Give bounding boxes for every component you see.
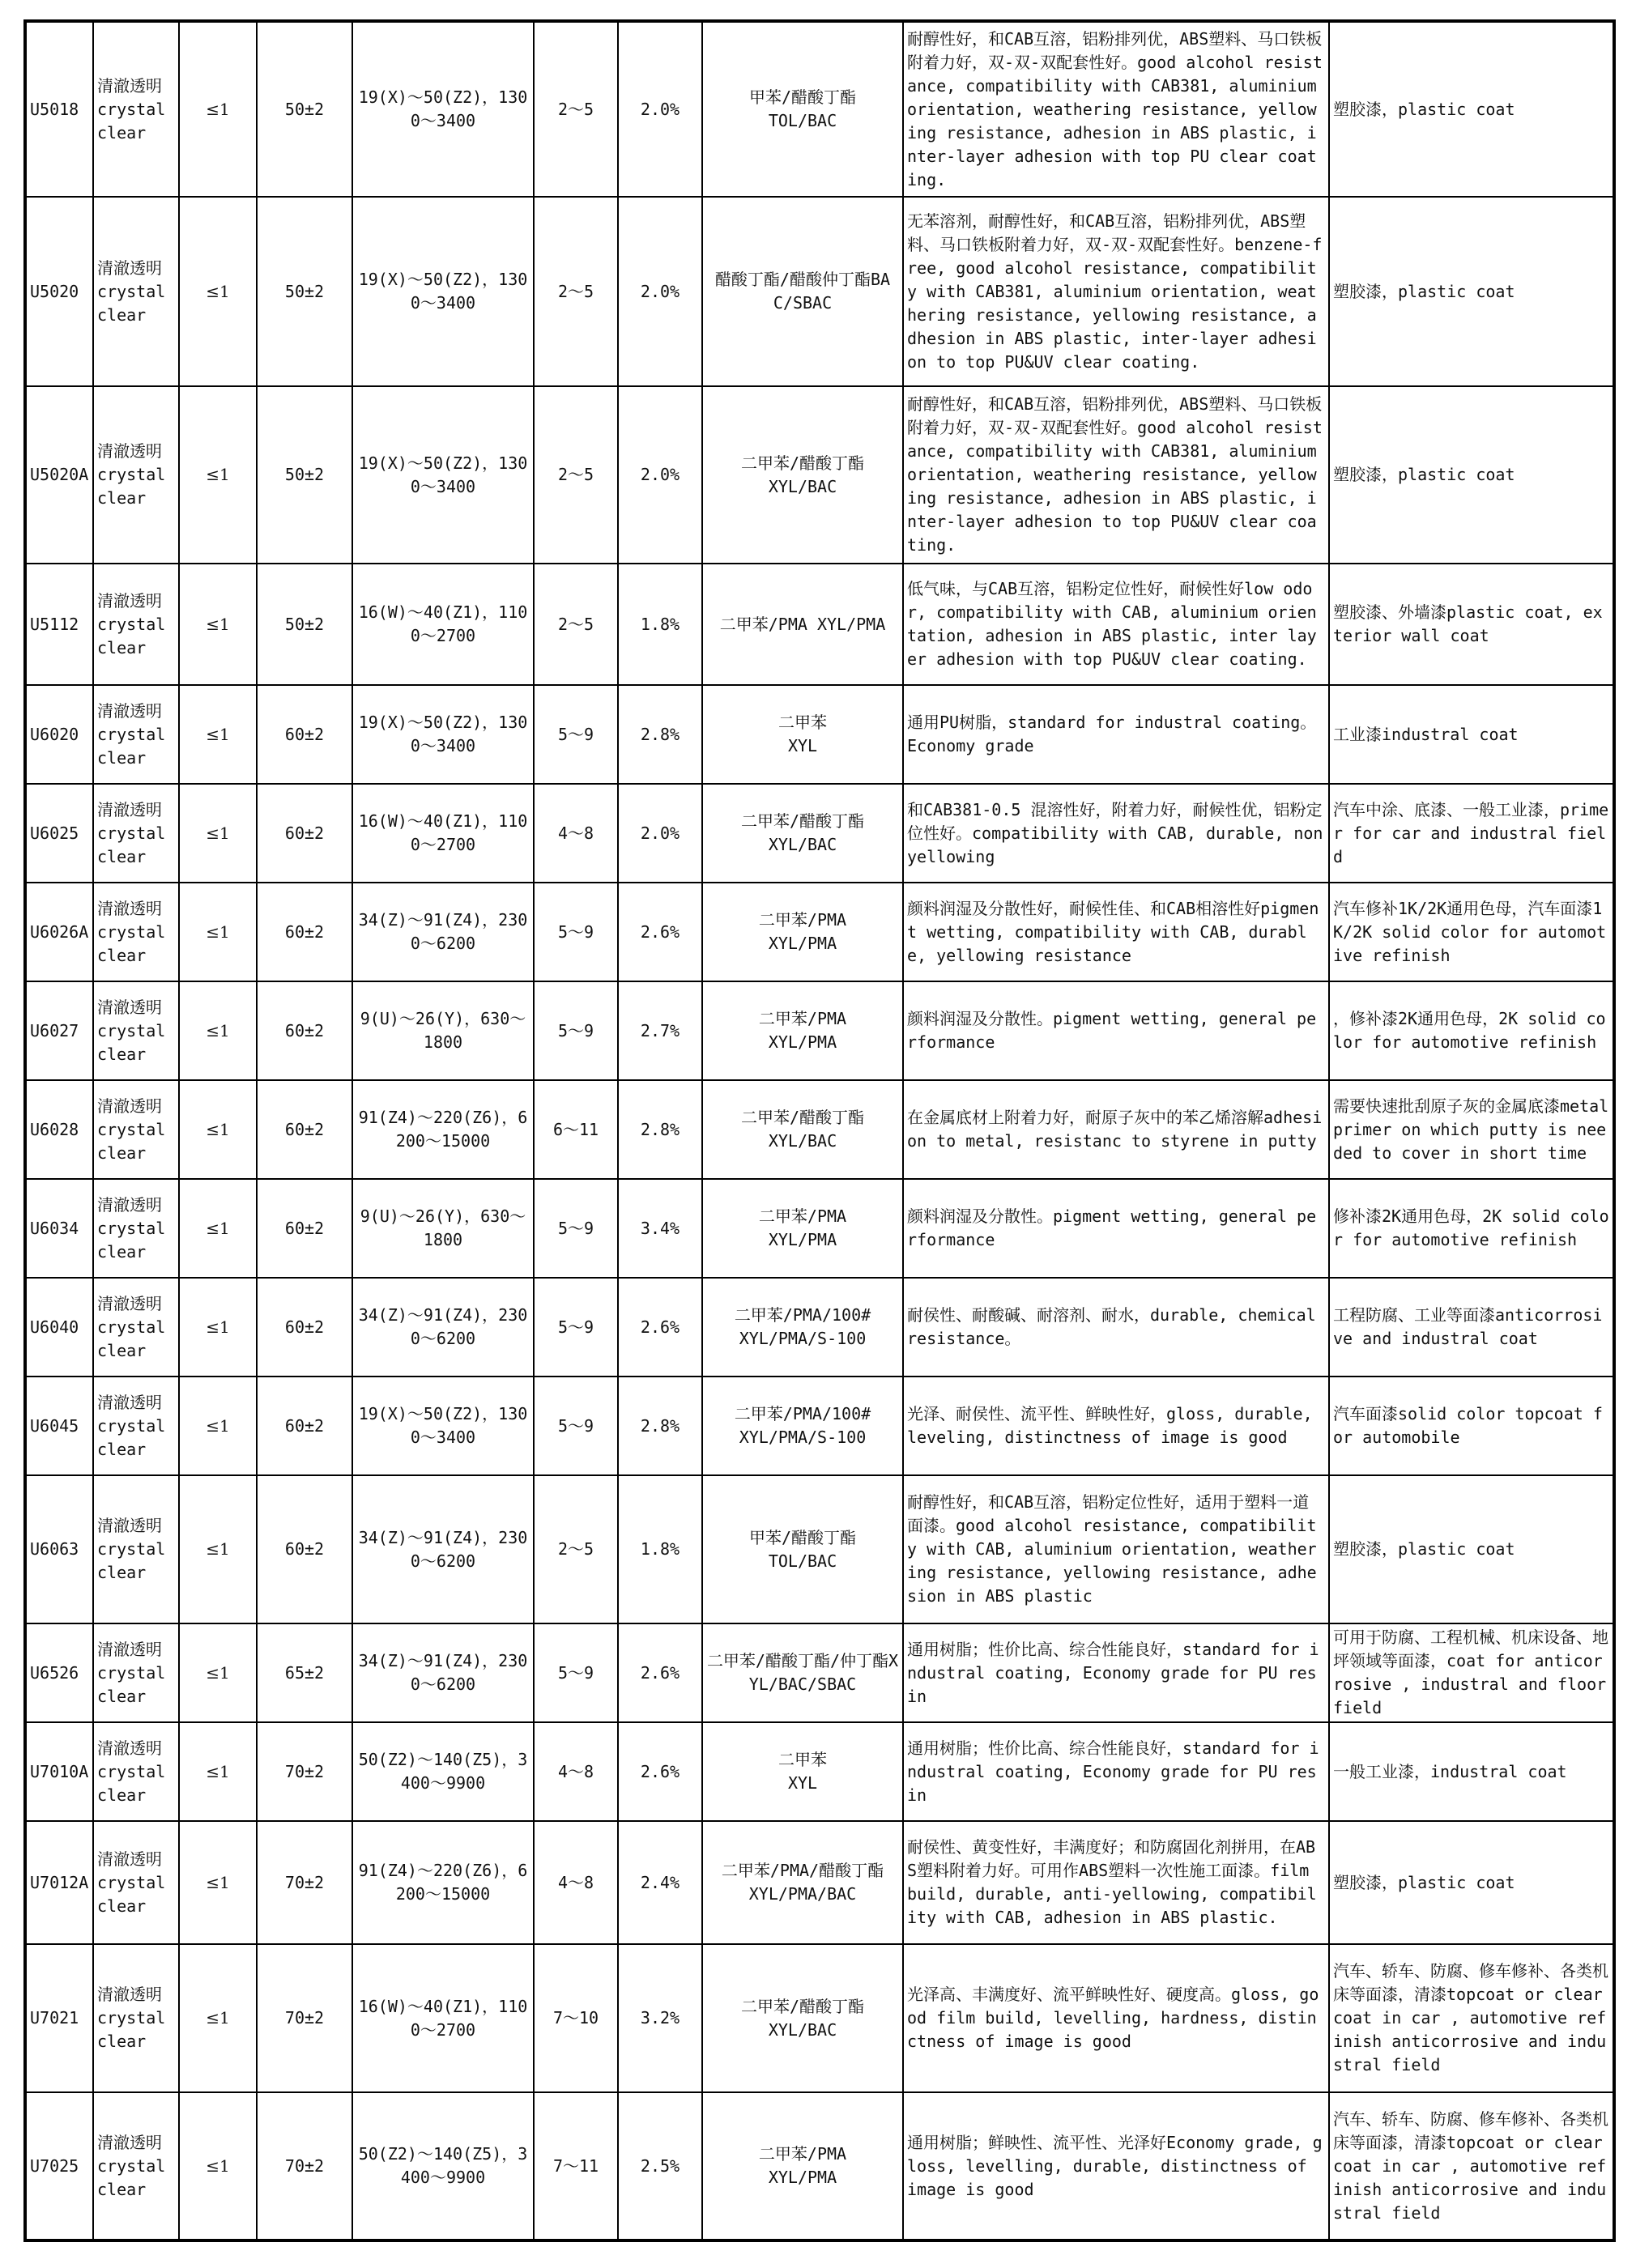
- hydroxyl-cell: 2.6%: [618, 1722, 702, 1821]
- acid-value-cell: 5～9: [534, 685, 618, 784]
- product-code-cell: U5018: [25, 21, 93, 197]
- appearance-line: clear: [97, 1143, 147, 1163]
- viscosity-cell: 19(X)～50(Z2)，1300～3400: [352, 1377, 534, 1475]
- appearance-line: clear: [97, 2032, 147, 2051]
- viscosity-cell: 34(Z)～91(Z4)，2300～6200: [352, 1475, 534, 1623]
- solvent-cell: [702, 784, 903, 883]
- solid-content-cell: 50±2: [257, 564, 352, 685]
- application-cell: 工业漆industral coat: [1329, 685, 1614, 784]
- table-row: [25, 1821, 1614, 1944]
- appearance-line: clear: [97, 488, 147, 508]
- appearance-line: crystal: [97, 921, 166, 942]
- solvent-line: 二甲苯/PMA: [758, 2144, 847, 2164]
- solvent-cell: [702, 981, 903, 1080]
- application-cell: 汽车、轿车、防腐、修车修补、各类机床等面漆，清漆topcoat or clearcoat in car , automotive refinish anticorrosive and industral field: [1329, 1944, 1614, 2092]
- solvent-cell: [702, 1944, 903, 2092]
- solid-content-cell: 60±2: [257, 1475, 352, 1623]
- solvent-line: XYL/BAC: [768, 835, 837, 854]
- appearance-line: clear: [97, 2179, 147, 2199]
- appearance-line: crystal: [97, 1415, 166, 1436]
- appearance-line: 清澈透明: [97, 1293, 162, 1313]
- appearance-cell: [93, 1944, 179, 2092]
- solvent-line: TOL/BAC: [768, 1551, 837, 1571]
- color-cell: ≤1: [179, 1623, 257, 1722]
- table-row: [25, 21, 1614, 197]
- appearance-cell: [93, 981, 179, 1080]
- viscosity-cell: 9(U)～26(Y)，630～1800: [352, 1179, 534, 1278]
- product-code-cell: U6025: [25, 784, 93, 883]
- solid-content-cell: 60±2: [257, 685, 352, 784]
- application-cell: 塑胶漆、外墙漆plastic coat, exterior wall coat: [1329, 564, 1614, 685]
- appearance-line: clear: [97, 637, 147, 657]
- properties-cell: 颜料润湿及分散性。pigment wetting, general performance: [903, 1179, 1329, 1278]
- appearance-line: clear: [97, 1896, 147, 1916]
- properties-cell: 颜料润湿及分散性。pigment wetting, general performance: [903, 981, 1329, 1080]
- application-cell: 塑胶漆，plastic coat: [1329, 21, 1614, 197]
- solvent-line: 二甲苯/醋酸丁酯: [740, 453, 865, 473]
- solvent-cell: [702, 1179, 903, 1278]
- solvent-line: XYL/BAC: [768, 476, 837, 496]
- solvent-line: XYL/PMA: [768, 1032, 837, 1052]
- application-cell: 汽车面漆solid color topcoat for automobile: [1329, 1377, 1614, 1475]
- hydroxyl-cell: 2.5%: [618, 2092, 702, 2240]
- solvent-cell: [702, 1821, 903, 1944]
- properties-cell: 无苯溶剂，耐醇性好，和CAB互溶，铝粉排列优，ABS塑料、马口铁板附着力好，双-双-双配套性好。benzene-free, good alcohol resistance, compatibility with CAB381, aluminium orientation, weathering resistance, yellowing resistance, adhesion in ABS plastic, inter-layer adhesion to top PU&UV clear coating.: [903, 197, 1329, 386]
- solvent-line: 二甲苯: [778, 1750, 827, 1769]
- solvent-line: XYL/BAC: [768, 2019, 837, 2040]
- application-cell: 汽车、轿车、防腐、修车修补、各类机床等面漆，清漆topcoat or clearcoat in car , automotive refinish anticorrosive and industral field: [1329, 2092, 1614, 2240]
- solid-content-cell: 70±2: [257, 1821, 352, 1944]
- solid-content-cell: 60±2: [257, 1080, 352, 1179]
- table-row: [25, 1278, 1614, 1377]
- color-cell: ≤1: [179, 386, 257, 564]
- solvent-line: XYL: [787, 736, 818, 755]
- properties-cell: 光泽、耐侯性、流平性、鲜映性好，gloss, durable, leveling, distinctness of image is good: [903, 1377, 1329, 1475]
- application-cell: 塑胶漆，plastic coat: [1329, 386, 1614, 564]
- solvent-cell: [702, 564, 903, 685]
- solvent-cell: [702, 1278, 903, 1377]
- color-cell: ≤1: [179, 981, 257, 1080]
- viscosity-cell: 9(U)～26(Y)，630～1800: [352, 981, 534, 1080]
- appearance-cell: [93, 1722, 179, 1821]
- appearance-cell: [93, 21, 179, 197]
- product-code-cell: U7010A: [25, 1722, 93, 1821]
- properties-cell: 耐侯性、耐酸碱、耐溶剂、耐水，durable, chemical resistance。: [903, 1278, 1329, 1377]
- table-row: [25, 564, 1614, 685]
- appearance-line: 清澈透明: [97, 441, 162, 461]
- color-cell: ≤1: [179, 21, 257, 197]
- product-code-cell: U6028: [25, 1080, 93, 1179]
- solvent-line: 二甲苯/醋酸丁酯: [740, 1108, 865, 1127]
- solvent-line: 二甲苯/醋酸丁酯: [740, 811, 865, 831]
- acid-value-cell: 4～8: [534, 1821, 618, 1944]
- properties-cell: 颜料润湿及分散性好，耐候性佳、和CAB相溶性好pigment wetting, compatibility with CAB, durable, yellowing resistance: [903, 883, 1329, 981]
- acid-value-cell: 4～8: [534, 784, 618, 883]
- viscosity-cell: 50(Z2)～140(Z5)，3400～9900: [352, 1722, 534, 1821]
- properties-cell: 耐醇性好，和CAB互溶，铝粉排列优，ABS塑料、马口铁板附着力好，双-双-双配套性好。good alcohol resistance, compatibility with CAB381, aluminium orientation, weathering resistance, yellowing resistance, adhesion in ABS plastic, inter-layer adhesion to top PU&UV clear coating.: [903, 386, 1329, 564]
- acid-value-cell: 2～5: [534, 386, 618, 564]
- product-code-cell: U5020: [25, 197, 93, 386]
- appearance-cell: [93, 1278, 179, 1377]
- product-code-cell: U6020: [25, 685, 93, 784]
- product-code-cell: U6026A: [25, 883, 93, 981]
- solvent-cell: [702, 685, 903, 784]
- appearance-line: clear: [97, 1563, 147, 1582]
- solvent-line: XYL/PMA/BAC: [748, 1884, 857, 1904]
- color-cell: ≤1: [179, 1944, 257, 2092]
- product-code-cell: U6063: [25, 1475, 93, 1623]
- appearance-line: clear: [97, 945, 147, 965]
- properties-cell: 通用树脂；性价比高、综合性能良好，standard for industral coating, Economy grade for PU resin: [903, 1722, 1329, 1821]
- color-cell: ≤1: [179, 564, 257, 685]
- solvent-line: 甲苯/醋酸丁酯: [748, 1527, 857, 1547]
- product-code-cell: U7012A: [25, 1821, 93, 1944]
- hydroxyl-cell: 3.2%: [618, 1944, 702, 2092]
- table-row: [25, 197, 1614, 386]
- application-cell: 塑胶漆，plastic coat: [1329, 197, 1614, 386]
- application-cell: 汽车修补1K/2K通用色母，汽车面漆1K/2K solid color for automotive refinish: [1329, 883, 1614, 981]
- appearance-line: crystal: [97, 1119, 166, 1139]
- solvent-line: 二甲苯/醋酸丁酯: [740, 1996, 865, 2016]
- table-row: [25, 1623, 1614, 1722]
- appearance-line: clear: [97, 1340, 147, 1360]
- solvent-line: 二甲苯/PMA: [758, 1206, 847, 1226]
- color-cell: ≤1: [179, 1080, 257, 1179]
- solvent-line: 二甲苯/PMA: [758, 1009, 847, 1028]
- appearance-line: 清澈透明: [97, 997, 162, 1017]
- appearance-line: clear: [97, 1686, 147, 1706]
- appearance-line: crystal: [97, 1662, 166, 1683]
- acid-value-cell: 4～8: [534, 1722, 618, 1821]
- solvent-cell: [702, 1722, 903, 1821]
- hydroxyl-cell: 2.6%: [618, 1623, 702, 1722]
- hydroxyl-cell: 2.8%: [618, 685, 702, 784]
- product-code-cell: U7025: [25, 2092, 93, 2240]
- hydroxyl-cell: 2.6%: [618, 883, 702, 981]
- viscosity-cell: 91(Z4)～220(Z6)，6200～15000: [352, 1080, 534, 1179]
- product-code-cell: U5020A: [25, 386, 93, 564]
- appearance-cell: [93, 2092, 179, 2240]
- appearance-line: crystal: [97, 1020, 166, 1040]
- appearance-line: crystal: [97, 724, 166, 744]
- solvent-line: 醋酸丁酯/醋酸仲丁酯BAC/SBAC: [714, 270, 891, 313]
- solvent-line: 二甲苯/PMA XYL/PMA: [719, 614, 886, 634]
- solvent-cell: [702, 1475, 903, 1623]
- solvent-line: 二甲苯/PMA: [758, 910, 847, 930]
- solid-content-cell: 70±2: [257, 2092, 352, 2240]
- solvent-line: XYL/PMA: [768, 934, 837, 953]
- acid-value-cell: 5～9: [534, 981, 618, 1080]
- table-row: [25, 2092, 1614, 2240]
- product-code-cell: U6040: [25, 1278, 93, 1377]
- hydroxyl-cell: 1.8%: [618, 1475, 702, 1623]
- appearance-line: crystal: [97, 1317, 166, 1337]
- acid-value-cell: 5～9: [534, 883, 618, 981]
- hydroxyl-cell: 2.0%: [618, 21, 702, 197]
- color-cell: ≤1: [179, 883, 257, 981]
- acid-value-cell: 2～5: [534, 564, 618, 685]
- table-row: [25, 685, 1614, 784]
- appearance-line: 清澈透明: [97, 2132, 162, 2152]
- properties-cell: 通用树脂；性价比高、综合性能良好，standard for industral coating, Economy grade for PU resin: [903, 1623, 1329, 1722]
- appearance-cell: [93, 1179, 179, 1278]
- solvent-line: 二甲苯: [778, 713, 827, 732]
- hydroxyl-cell: 2.0%: [618, 386, 702, 564]
- properties-cell: 低气味，与CAB互溶，铝粉定位性好，耐候性好low odor, compatibility with CAB, aluminium orientation, adhesion in ABS plastic, inter layer adhesion with top PU&UV clear coating.: [903, 564, 1329, 685]
- application-cell: 需要快速批刮原子灰的金属底漆metal primer on which putty is needed to cover in short time: [1329, 1080, 1614, 1179]
- appearance-line: 清澈透明: [97, 1392, 162, 1412]
- hydroxyl-cell: 2.4%: [618, 1821, 702, 1944]
- appearance-line: 清澈透明: [97, 1194, 162, 1215]
- appearance-cell: [93, 784, 179, 883]
- appearance-line: 清澈透明: [97, 799, 162, 819]
- color-cell: ≤1: [179, 685, 257, 784]
- appearance-line: clear: [97, 122, 147, 143]
- appearance-line: 清澈透明: [97, 700, 162, 721]
- acid-value-cell: 2～5: [534, 197, 618, 386]
- solvent-line: 甲苯/醋酸丁酯: [748, 87, 857, 107]
- color-cell: ≤1: [179, 1475, 257, 1623]
- solvent-line: 二甲苯/醋酸丁酯/仲丁酯XYL/BAC/SBAC: [706, 1651, 899, 1694]
- acid-value-cell: 5～9: [534, 1278, 618, 1377]
- acid-value-cell: 2～5: [534, 21, 618, 197]
- table-row: [25, 981, 1614, 1080]
- solvent-cell: [702, 883, 903, 981]
- properties-cell: 通用树脂；鲜映性、流平性、光泽好Economy grade, gloss, levelling, durable, distinctness of image is good: [903, 2092, 1329, 2240]
- solid-content-cell: 60±2: [257, 883, 352, 981]
- resin-spec-table: [23, 19, 1616, 2242]
- appearance-cell: [93, 1475, 179, 1623]
- appearance-line: 清澈透明: [97, 1639, 162, 1659]
- color-cell: ≤1: [179, 197, 257, 386]
- hydroxyl-cell: 2.0%: [618, 784, 702, 883]
- product-code-cell: U6027: [25, 981, 93, 1080]
- table-row: [25, 1722, 1614, 1821]
- appearance-line: 清澈透明: [97, 75, 162, 96]
- application-cell: 塑胶漆，plastic coat: [1329, 1821, 1614, 1944]
- resin-spec-sheet: [23, 19, 1613, 2242]
- appearance-cell: [93, 1377, 179, 1475]
- hydroxyl-cell: 2.6%: [618, 1278, 702, 1377]
- viscosity-cell: 16(W)～40(Z1)，1100～2700: [352, 784, 534, 883]
- solvent-line: 二甲苯/PMA/100#: [734, 1305, 871, 1325]
- appearance-line: crystal: [97, 99, 166, 119]
- appearance-line: crystal: [97, 2155, 166, 2176]
- solvent-line: XYL/BAC: [768, 1131, 837, 1151]
- acid-value-cell: 2～5: [534, 1475, 618, 1623]
- appearance-line: clear: [97, 1785, 147, 1805]
- viscosity-cell: 34(Z)～91(Z4)，2300～6200: [352, 1623, 534, 1722]
- table-row: [25, 784, 1614, 883]
- table-row: [25, 1475, 1614, 1623]
- appearance-cell: [93, 1080, 179, 1179]
- properties-cell: 耐侯性、黄变性好，丰满度好；和防腐固化剂拼用，在ABS塑料附着力好。可用作ABS塑料一次性施工面漆。film build, durable, anti-yellowing, compatibility with CAB, adhesion in ABS plastic.: [903, 1821, 1329, 1944]
- solvent-line: XYL/PMA/S-100: [739, 1428, 867, 1447]
- solvent-cell: [702, 21, 903, 197]
- appearance-line: crystal: [97, 1539, 166, 1559]
- solvent-cell: [702, 197, 903, 386]
- acid-value-cell: 5～9: [534, 1179, 618, 1278]
- appearance-line: 清澈透明: [97, 1738, 162, 1758]
- appearance-line: clear: [97, 1241, 147, 1262]
- acid-value-cell: 7～11: [534, 2092, 618, 2240]
- table-body: [25, 21, 1614, 2240]
- viscosity-cell: 34(Z)～91(Z4)，2300～6200: [352, 1278, 534, 1377]
- solvent-cell: [702, 1623, 903, 1722]
- appearance-line: crystal: [97, 1761, 166, 1781]
- application-cell: 工程防腐、工业等面漆anticorrosive and industral coat: [1329, 1278, 1614, 1377]
- appearance-line: crystal: [97, 823, 166, 843]
- appearance-line: 清澈透明: [97, 1516, 162, 1535]
- table-row: [25, 1080, 1614, 1179]
- solvent-line: XYL/PMA/S-100: [739, 1329, 867, 1348]
- hydroxyl-cell: 2.7%: [618, 981, 702, 1080]
- acid-value-cell: 7～10: [534, 1944, 618, 2092]
- appearance-line: crystal: [97, 614, 166, 634]
- solvent-cell: [702, 1377, 903, 1475]
- table-row: [25, 1377, 1614, 1475]
- properties-cell: 耐醇性好，和CAB互溶，铝粉排列优，ABS塑料、马口铁板附着力好，双-双-双配套性好。good alcohol resistance, compatibility with CAB381, aluminium orientation, weathering resistance, yellowing resistance, adhesion in ABS plastic, inter-layer adhesion with top PU clear coating.: [903, 21, 1329, 197]
- viscosity-cell: 16(W)～40(Z1)，1100～2700: [352, 564, 534, 685]
- appearance-cell: [93, 564, 179, 685]
- color-cell: ≤1: [179, 1278, 257, 1377]
- acid-value-cell: 5～9: [534, 1377, 618, 1475]
- solid-content-cell: 60±2: [257, 1179, 352, 1278]
- hydroxyl-cell: 1.8%: [618, 564, 702, 685]
- solvent-line: XYL/PMA: [768, 1230, 837, 1249]
- viscosity-cell: 19(X)～50(Z2)，1300～3400: [352, 21, 534, 197]
- viscosity-cell: 16(W)～40(Z1)，1100～2700: [352, 1944, 534, 2092]
- solid-content-cell: 60±2: [257, 784, 352, 883]
- appearance-line: 清澈透明: [97, 1096, 162, 1116]
- acid-value-cell: 5～9: [534, 1623, 618, 1722]
- properties-cell: 通用PU树脂，standard for industral coating。Economy grade: [903, 685, 1329, 784]
- viscosity-cell: 19(X)～50(Z2)，1300～3400: [352, 685, 534, 784]
- appearance-line: crystal: [97, 1872, 166, 1892]
- appearance-line: clear: [97, 747, 147, 768]
- acid-value-cell: 6～11: [534, 1080, 618, 1179]
- solvent-line: 二甲苯/PMA/100#: [734, 1404, 871, 1423]
- application-cell: 修补漆2K通用色母，2K solid color for automotive refinish: [1329, 1179, 1614, 1278]
- hydroxyl-cell: 2.8%: [618, 1377, 702, 1475]
- table-row: [25, 1944, 1614, 2092]
- table-row: [25, 883, 1614, 981]
- solid-content-cell: 60±2: [257, 1377, 352, 1475]
- hydroxyl-cell: 2.0%: [618, 197, 702, 386]
- properties-cell: 在金属底材上附着力好，耐原子灰中的苯乙烯溶解adhesion to metal, resistanc to styrene in putty: [903, 1080, 1329, 1179]
- solid-content-cell: 50±2: [257, 21, 352, 197]
- appearance-line: clear: [97, 1439, 147, 1459]
- viscosity-cell: 91(Z4)～220(Z6)，6200～15000: [352, 1821, 534, 1944]
- application-cell: 可用于防腐、工程机械、机床设备、地坪领域等面漆，coat for anticorrosive , industral and floor field: [1329, 1623, 1614, 1722]
- application-cell: 汽车中涂、底漆、一般工业漆，primer for car and industral field: [1329, 784, 1614, 883]
- appearance-cell: [93, 197, 179, 386]
- solid-content-cell: 50±2: [257, 386, 352, 564]
- appearance-line: clear: [97, 304, 147, 325]
- appearance-line: crystal: [97, 1218, 166, 1238]
- solvent-cell: [702, 2092, 903, 2240]
- appearance-line: crystal: [97, 2008, 166, 2028]
- properties-cell: 光泽高、丰满度好、流平鲜映性好、硬度高。gloss, good film build, levelling, hardness, distinctness of image is good: [903, 1944, 1329, 2092]
- product-code-cell: U6045: [25, 1377, 93, 1475]
- appearance-line: 清澈透明: [97, 257, 162, 278]
- solvent-line: 二甲苯/PMA/醋酸丁酯: [721, 1861, 884, 1880]
- appearance-line: 清澈透明: [97, 898, 162, 918]
- solid-content-cell: 65±2: [257, 1623, 352, 1722]
- appearance-cell: [93, 386, 179, 564]
- solvent-cell: [702, 386, 903, 564]
- solid-content-cell: 60±2: [257, 1278, 352, 1377]
- properties-cell: 和CAB381-0.5 混溶性好，附着力好，耐候性优，铝粉定位性好。compatibility with CAB, durable, non yellowing: [903, 784, 1329, 883]
- solvent-cell: [702, 1080, 903, 1179]
- solvent-line: XYL/PMA: [768, 2168, 837, 2187]
- appearance-cell: [93, 883, 179, 981]
- viscosity-cell: 34(Z)～91(Z4)，2300～6200: [352, 883, 534, 981]
- appearance-line: crystal: [97, 465, 166, 484]
- appearance-line: crystal: [97, 281, 166, 301]
- color-cell: ≤1: [179, 784, 257, 883]
- color-cell: ≤1: [179, 1179, 257, 1278]
- color-cell: ≤1: [179, 1722, 257, 1821]
- solid-content-cell: 70±2: [257, 1944, 352, 2092]
- viscosity-cell: 19(X)～50(Z2)，1300～3400: [352, 386, 534, 564]
- viscosity-cell: 50(Z2)～140(Z5)，3400～9900: [352, 2092, 534, 2240]
- application-cell: 一般工业漆，industral coat: [1329, 1722, 1614, 1821]
- solvent-line: XYL: [787, 1773, 818, 1793]
- hydroxyl-cell: 3.4%: [618, 1179, 702, 1278]
- hydroxyl-cell: 2.8%: [618, 1080, 702, 1179]
- viscosity-cell: 19(X)～50(Z2)，1300～3400: [352, 197, 534, 386]
- properties-cell: 耐醇性好，和CAB互溶，铝粉定位性好，适用于塑料一道面漆。good alcohol resistance, compatibility with CAB, aluminium orientation, weathering resistance, yellowing resistance, adhesion in ABS plastic: [903, 1475, 1329, 1623]
- appearance-cell: [93, 1821, 179, 1944]
- appearance-line: clear: [97, 1044, 147, 1064]
- color-cell: ≤1: [179, 2092, 257, 2240]
- solid-content-cell: 60±2: [257, 981, 352, 1080]
- appearance-line: 清澈透明: [97, 1849, 162, 1869]
- solvent-line: TOL/BAC: [768, 111, 837, 130]
- product-code-cell: U7021: [25, 1944, 93, 2092]
- solid-content-cell: 50±2: [257, 197, 352, 386]
- appearance-line: 清澈透明: [97, 590, 162, 611]
- appearance-line: 清澈透明: [97, 1985, 162, 2004]
- product-code-cell: U6526: [25, 1623, 93, 1722]
- application-cell: ，修补漆2K通用色母，2K solid color for automotive refinish: [1329, 981, 1614, 1080]
- table-row: [25, 1179, 1614, 1278]
- product-code-cell: U5112: [25, 564, 93, 685]
- appearance-cell: [93, 685, 179, 784]
- application-cell: 塑胶漆，plastic coat: [1329, 1475, 1614, 1623]
- color-cell: ≤1: [179, 1377, 257, 1475]
- appearance-line: clear: [97, 846, 147, 866]
- product-code-cell: U6034: [25, 1179, 93, 1278]
- solid-content-cell: 70±2: [257, 1722, 352, 1821]
- table-row: [25, 386, 1614, 564]
- appearance-cell: [93, 1623, 179, 1722]
- color-cell: ≤1: [179, 1821, 257, 1944]
